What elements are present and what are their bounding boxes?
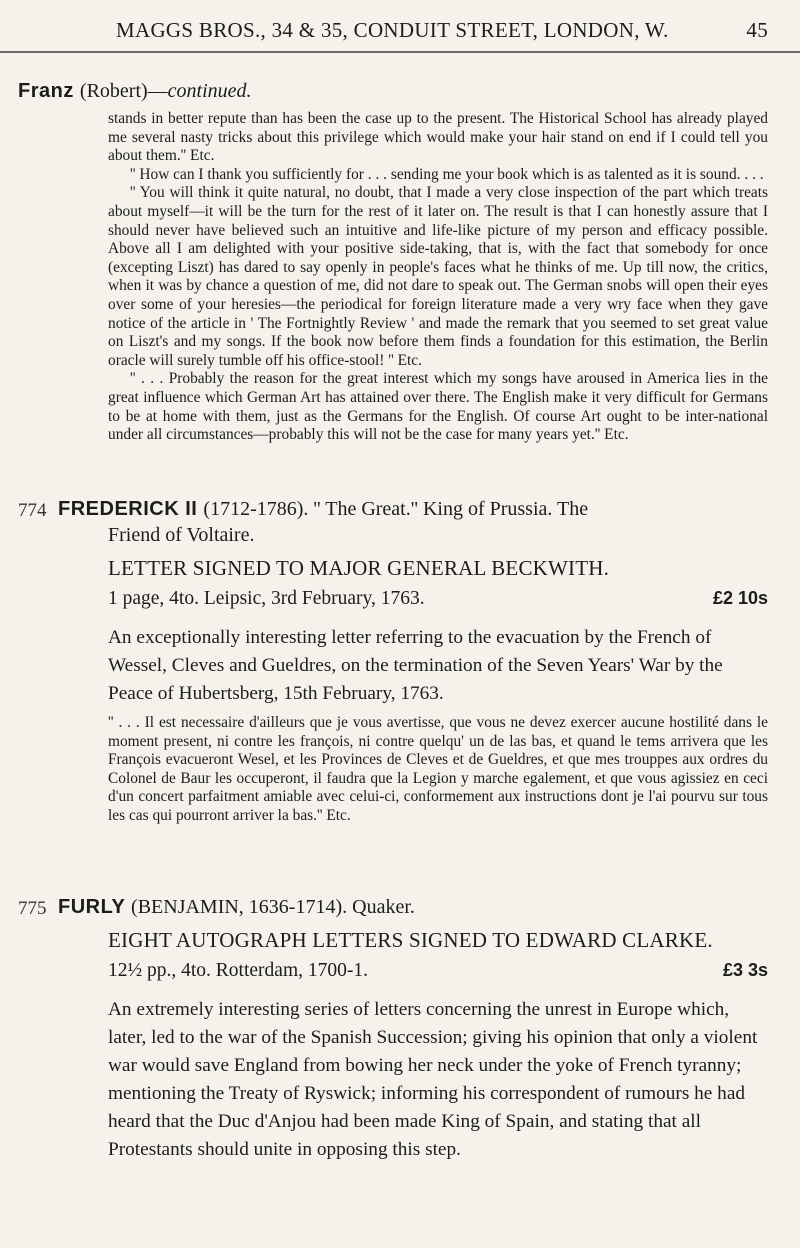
item-description: An extremely interesting series of letters concerning the unrest in Europe which, later, led to the war of the Spanish Succession; giving his opinion that only a violent war would save England from bowing her neck under the yoke of French tyranny; mentioning the Treaty of Ryswick; informing his correspondent of rumours he had heard that the Duc d'Anjou had been made King of Spain, and stating that all Protestants should unite in opposing this step. — [108, 999, 758, 1160]
item-detail: 1 page, 4to. Leipsic, 3rd February, 1763. — [108, 588, 425, 609]
entry-heading — [18, 80, 252, 103]
header-rule — [0, 51, 800, 53]
entry-name: FURLY — [58, 896, 125, 918]
paragraph: '' You will think it quite natural, no doubt, that I made a very close inspection of the part which treats about myself—it will be the turn for the rest of it later on. The result is that I can honestly assure that I should never have believed such an intuitive and life-like picture of my person and efficacy possible. Above all I am delighted with your positive side-taking, that is, with the fact that somebody for once (excepting Liszt) has dared to say openly in people's faces what he thinks of me. Up till now, the critics, when it was by chance a question of me, did not dare to speak out. The German snobs will open their eyes over some of your heresies—the periodical for foreign literature made a very wry face when they gave notice of the article in ' The Fortnightly Review ' and made the remark that you seemed to set great value on Liszt's and my songs. If the book now before them finds a foundation for this estimation, the Berlin oracle will surely tumble off his office-stool! '' Etc. — [108, 184, 768, 369]
paragraph: '' . . . Probably the reason for the great interest which my songs have aroused in America lies in the great influence which German Art has attained over there. The English make it very difficult for Germans to be at home with them, just as the Germans for the English. Of course Art ought to be inter-national under all circumstances—probably this will not be the case for many years yet.'' Etc. — [108, 370, 768, 444]
entry-heading-rest-2: Friend of Voltaire. — [108, 524, 255, 546]
item-detail-row — [108, 960, 768, 990]
entry-name: Franz — [18, 80, 74, 102]
item-quote: '' . . . Il est necessaire d'ailleurs que je vous avertisse, que vous ne devez exercer aucune hostilité dans le moment present, ni contre les françois, ni contre quelqu' un de las bas, et quand le tems arrivera que les François evacueront Wesel, et les Provinces de Cleves et de Gueldres, et que mes trouppes aux ordres du Colonel de Baur les occuperont, il faudra que la Legion y marche egalement, et que vous agissiez en ceci d'un concert parfaitment amiable avec celui-ci, conformement aux instructions dont je l'ai pourvu sur tous les cas qui pourront arriver la bas.'' Etc. — [108, 714, 768, 824]
entry-774 — [0, 498, 800, 824]
paragraph: stands in better repute than has been the case up to the present. The Historical School has already played me several nasty tricks about this privilege which would make your hair stand on end if I could tell you about them.'' Etc. — [108, 110, 768, 165]
item-detail-row — [108, 588, 768, 618]
entry-heading-rest: (Robert)— — [79, 80, 168, 102]
item-title: EIGHT AUTOGRAPH LETTERS SIGNED TO EDWARD CLARKE. — [108, 928, 713, 952]
header-title: MAGGS BROS., 34 & 35, CONDUIT STREET, LONDON, W. — [116, 18, 669, 42]
paragraph: '' How can I thank you sufficiently for . . . sending me your book which is as talented as it is sound. . . . — [130, 165, 764, 183]
entry-heading — [58, 498, 588, 521]
item-detail: 12½ pp., 4to. Rotterdam, 1700-1. — [108, 960, 368, 981]
item-description: An exceptionally interesting letter referring to the evacuation by the French of Wessel, Cleves and Gueldres, on the termination of the Seven Years' War by the Peace of Hubertsberg, 15th February, 1763. — [108, 627, 723, 704]
entry-heading-rest: (BENJAMIN, 1636-1714). Quaker. — [131, 896, 415, 918]
entry-name: FREDERICK II — [58, 498, 198, 520]
letter-text — [108, 110, 768, 445]
entry-heading-rest: (1712-1786). '' The Great.'' King of Prussia. The — [203, 498, 589, 520]
lot-number: 775 — [18, 898, 47, 919]
item-price: £2 10s — [712, 588, 768, 608]
entry-775 — [0, 896, 800, 1160]
item-title: LETTER SIGNED TO MAJOR GENERAL BECKWITH. — [108, 556, 610, 580]
page-number: 45 — [746, 18, 768, 42]
entry-heading — [58, 896, 415, 919]
running-header — [58, 14, 768, 46]
continued-label: continued. — [167, 80, 252, 102]
lot-number: 774 — [18, 500, 47, 521]
item-price: £3 3s — [722, 960, 768, 980]
